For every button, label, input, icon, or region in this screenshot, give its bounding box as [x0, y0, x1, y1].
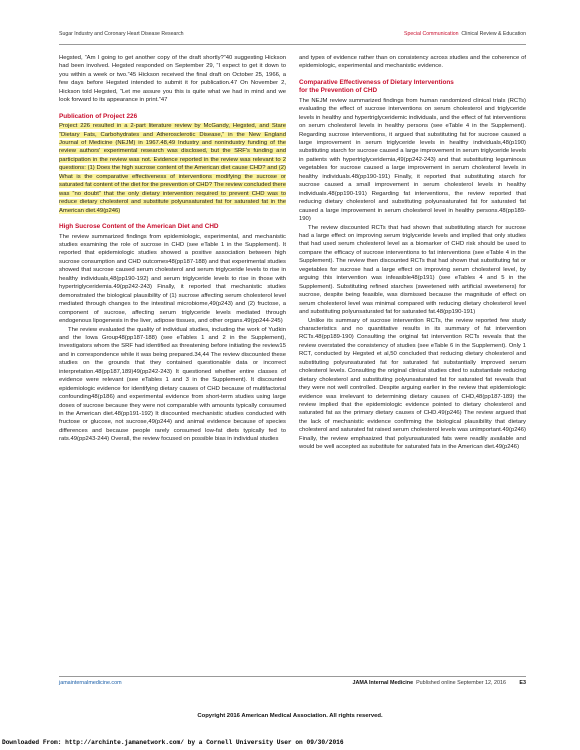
footer-rule — [59, 676, 526, 677]
article-type: Special Communication — [404, 31, 459, 37]
copyright-notice: Copyright 2016 American Medical Association. All rights reserved. — [197, 713, 383, 719]
intro-paragraph: Hegsted, “Am I going to get another copy of the draft shortly?”40 suggesting Hickson had been involved. Hegsted responded on September 29, “I expect to get it down to you within a week or two.”45 Hickson received the final draft on October 25, 1966, a few days before Hegsted intended to submit it for publication.47 On November 2, Hickson told Hegsted, “Let me assure you this is quite what we had in mind and we look forward to its appearance in print.”47 — [59, 55, 286, 104]
high-sucrose-paragraph-2: The review evaluated the quality of individual studies, including the work of Yudkin and the Iowa Group48(pp187-188) (see eTables 1 and 2 in the Supplement), investigators whom the SRF had identified as threatening before initiating the review15 and in correspondence while it was being prepared.34,44 The review discounted these studies on the grounds that they contained questionable data or incorrect interpretation.48(pp187,189)49(pp242-243) It questioned whether entire classes of evidence were relevant (see eTables 1 and 3 in the Supplement). It discounted epidemiologic evidence for identifying dietary causes of CHD because of multifactorial confounding48(p186) and experimental evidence from short-term studies using large doses of sucrose because they were not comparable with amounts typically consumed in the American diet.48(pp191-192) It discounted mechanistic studies conducted with fructose or glucose, not sucrose,49(p244) and animal evidence because of species differences and because people rarely consumed low-fat diets typically fed to rats.49(pp243-244) Overall, the review focused on possible bias in individual studies — [59, 326, 286, 443]
journal-name: JAMA Internal Medicine — [352, 680, 414, 686]
publication-paragraph — [59, 122, 286, 215]
journal-citation — [352, 680, 506, 686]
download-stamp: Downloaded From: http://archinte.jamanetwork.com/ by a Cornell University User on 09/30/2016 — [2, 739, 344, 746]
section-heading-high-sucrose: High Sucrose Content of the American Diet and CHD — [59, 223, 219, 231]
right-column — [299, 54, 526, 452]
running-header — [59, 31, 526, 43]
section-label — [404, 31, 526, 37]
journal-section: Clinical Review & Education — [461, 31, 526, 37]
heading-line-1: Comparative Effectiveness of Dietary Interventions — [299, 78, 454, 86]
header-rule — [59, 44, 526, 45]
continued-paragraph: and types of evidence rather than on consistency across studies and the coherence of epidemiologic, experimental and mechanistic evidence. — [299, 55, 526, 70]
comparative-paragraph-3: Unlike its summary of sucrose intervention RCTs, the review reported few study characteristics and no quantitative results in its summary of fat intervention RCTs.48(pp189-190) Consulting the original fat intervention RCTs reveals that the review overstated the consistency of studies (see eTable 6 in the Supplement). Only 1 RCT, conducted by Hegsted et al,50 concluded that reducing dietary cholesterol and substituting polyunsaturated fat for saturated fat substantially improved serum cholesterol levels. Consulting the original clinical studies cited to substantiate reducing dietary cholesterol and substituting polyunsaturated fat for saturated fat reveals that they were not well controlled. Despite arguing earlier in the review that epidemiologic evidence was irrelevant to determining dietary causes of CHD,48(pp187-189) the review implied that the epidemiologic evidence pointed to dietary cholesterol and saturated fat as the primary dietary causes of CHD.49(p246) The review argued that the lack of mechanistic evidence confirming the biological plausibility that dietary cholesterol and saturated fat raised serum cholesterol levels was unimportant.49(p246) Finally, the review emphasized that polyunsaturated fats were readily available and would be well accepted as substitute for saturated fats in the American diet.49(p246) — [299, 317, 526, 451]
running-title: Sugar Industry and Coronary Heart Disease Research — [59, 31, 184, 37]
heading-line-2: for the Prevention of CHD — [299, 87, 378, 95]
page-number: E3 — [519, 680, 526, 686]
section-heading-publication: Publication of Project 226 — [59, 112, 138, 120]
published-date: Published online September 12, 2016 — [416, 680, 506, 686]
journal-url-link[interactable]: jamainternalmedicine.com — [59, 680, 122, 686]
highlighted-text: Project 226 resulted in a 2-part literature review by McGandy, Hegsted, and Stare “Dietary Fats, Carbohydrates and Atherosclerotic Disease,” in the New England Journal of Medicine (NEJM) in 1967.48,49 Industry and nonindustry funding of the review authors' experimental research was disclosed, but the SRF's funding and participation in the review was not. Evidence reported in the review was relevant to 2 questions: (1) Does the high sucrose content of the American diet cause CHD? and (2) What is the comparative effectiveness of interventions modifying the sucrose or saturated fat content of the diet for the prevention of CHD? The review concluded there was “no doubt” that the only dietary intervention required to prevent CHD was to reduce dietary cholesterol and substitute polyunsaturated fat for saturated fat in the American diet.49(p246) — [59, 123, 286, 214]
comparative-paragraph-2: The review discounted RCTs that had shown that substituting starch for sucrose had a large effect on improving serum triglyceride levels and implied that only studies that had used serum cholesterol level as a biomarker of CHD risk should be used to compare the efficacy of sucrose interventions to fat interventions (see eTable 4 in the Supplement). The review then discounted RCTs that had shown that substituting fat or vegetables for sucrose had a large effect on improving serum cholesterol level, by arguing this intervention was infeasible48(p191) (see eTables 4 and 5 in the Supplement). Substituting refined starches (sweetened with artificial sweeteners) for sucrose, despite being feasible, was dismissed because the magnitude of effect on serum cholesterol level was minimal compared with reducing dietary cholesterol level and substituting polyunsaturated fat for saturated fat.48(pp190-191) — [299, 224, 526, 316]
left-column — [59, 54, 286, 444]
section-heading-comparative-effectiveness — [299, 79, 526, 96]
comparative-paragraph-1: The NEJM review summarized findings from human randomized clinical trials (RCTs) evaluating the effect of sucrose interventions on serum cholesterol and triglyceride levels in healthy and hypertriglyceridemic individuals, and the effect of fat interventions on serum cholesterol levels in healthy persons (see eTable 4 in the Supplement). Regarding sucrose interventions, it argued that substituting fat for sucrose caused a large improvement in serum triglyceride levels in healthy individuals,48(p190) substituting starch for sucrose caused a large improvement in serum triglyceride levels in patients with hypertriglyceridemia,49(pp242-243) and that substituting leguminous vegetables for sucrose caused a large improvement in serum cholesterol levels in healthy individuals.48(pp190-191) Finally, it reported that substituting starch for sucrose caused a small improvement in serum cholesterol levels in healthy individuals.48(pp190-191) Regarding fat interventions, the review reported that reducing dietary cholesterol and substituting polyunsaturated fat for saturated fat caused a large improvement in serum cholesterol level in healthy persons.48(pp189-190) — [299, 97, 526, 223]
high-sucrose-paragraph-1: The review summarized findings from epidemiologic, experimental, and mechanistic studies examining the role of sucrose in CHD (see eTable 1 in the Supplement). It reported that epidemiologic studies showed a positive association between high sucrose consumption and CHD outcomes48(pp187-188) and that experimental studies showed that sucrose caused serum cholesterol and serum triglyceride levels to rise in healthy individuals,48(pp190-192) and serum triglyceride levels to rise in those with hypertriglyceridemia.49(pp242-243) Finally, it reported that mechanistic studies demonstrated the biological plausibility of (1) sucrose affecting serum cholesterol level mediated through changes to the intestinal microbiome,49(p243) and (2) fructose, a component of sucrose, affecting serum triglyceride levels mediated through endogenous lipogenesis in the liver, adipose tissues, and other organs.49(pp244-245) — [59, 233, 286, 325]
